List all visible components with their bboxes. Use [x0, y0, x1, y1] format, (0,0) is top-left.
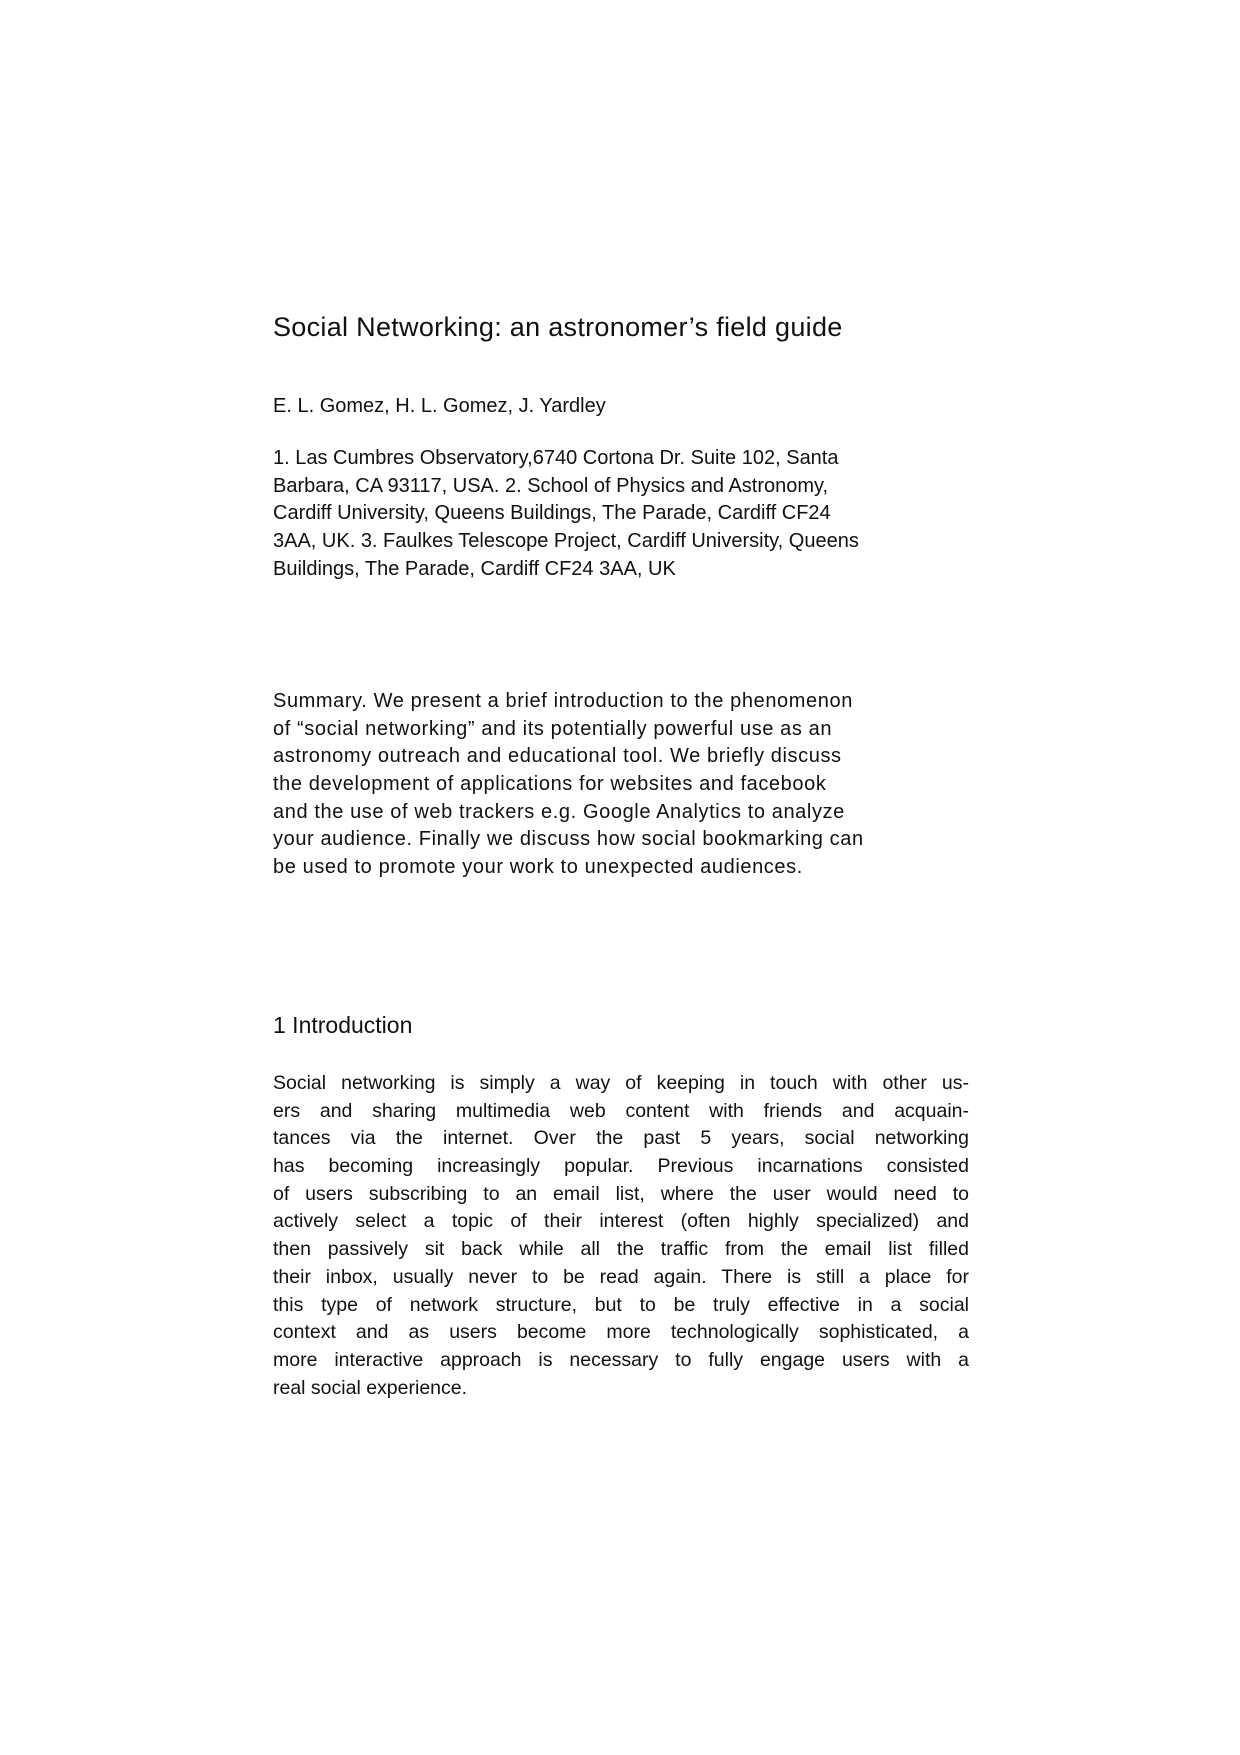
body-line: their inbox, usually never to be read again. There is still a place for	[273, 1265, 969, 1288]
body-line: more interactive approach is necessary to fully engage users with a	[273, 1348, 969, 1371]
affiliation-line: Cardiff University, Queens Buildings, The Parade, Cardiff CF24	[273, 502, 831, 525]
summary-line: the development of applications for websites and facebook	[273, 773, 827, 796]
affiliation-line: Buildings, The Parade, Cardiff CF24 3AA, UK	[273, 557, 676, 580]
body-line: of users subscribing to an email list, where the user would need to	[273, 1182, 969, 1205]
body-line: context and as users become more technologically sophisticated, a	[273, 1321, 969, 1344]
affiliations	[273, 445, 969, 583]
body-line: Social networking is simply a way of keeping in touch with other us-	[273, 1072, 969, 1094]
summary-line: astronomy outreach and educational tool. We briefly discuss	[273, 745, 842, 768]
affiliation-line: 3AA, UK. 3. Faulkes Telescope Project, Cardiff University, Queens	[273, 530, 859, 553]
affiliation-line: 1. Las Cumbres Observatory,6740 Cortona Dr. Suite 102, Santa	[273, 447, 839, 469]
intro-paragraph	[273, 1070, 969, 1402]
body-line: has becoming increasingly popular. Previous incarnations consisted	[273, 1155, 969, 1178]
summary-line: your audience. Finally we discuss how social bookmarking can	[273, 828, 864, 851]
summary-line: and the use of web trackers e.g. Google Analytics to analyze	[273, 800, 845, 823]
section-heading: 1 Introduction	[273, 1012, 413, 1038]
summary-line: of “social networking” and its potentially powerful use as an	[273, 717, 833, 740]
affiliation-line: Barbara, CA 93117, USA. 2. School of Physics and Astronomy,	[273, 474, 829, 497]
summary-line: be used to promote your work to unexpected audiences.	[273, 856, 803, 879]
body-line: actively select a topic of their interest (often highly specialized) and	[273, 1210, 969, 1233]
body-line: real social experience.	[273, 1376, 468, 1399]
authors: E. L. Gomez, H. L. Gomez, J. Yardley	[273, 395, 606, 417]
body-line: then passively sit back while all the traffic from the email list filled	[273, 1238, 969, 1261]
body-line: tances via the internet. Over the past 5 years, social networking	[273, 1127, 969, 1150]
body-line: this type of network structure, but to be truly effective in a social	[273, 1293, 969, 1316]
paper-title: Social Networking: an astronomer’s field guide	[273, 312, 843, 342]
summary-line: Summary. We present a brief introduction to the phenomenon	[273, 690, 853, 712]
body-line: ers and sharing multimedia web content with friends and acquain-	[273, 1099, 969, 1122]
summary	[273, 688, 969, 882]
